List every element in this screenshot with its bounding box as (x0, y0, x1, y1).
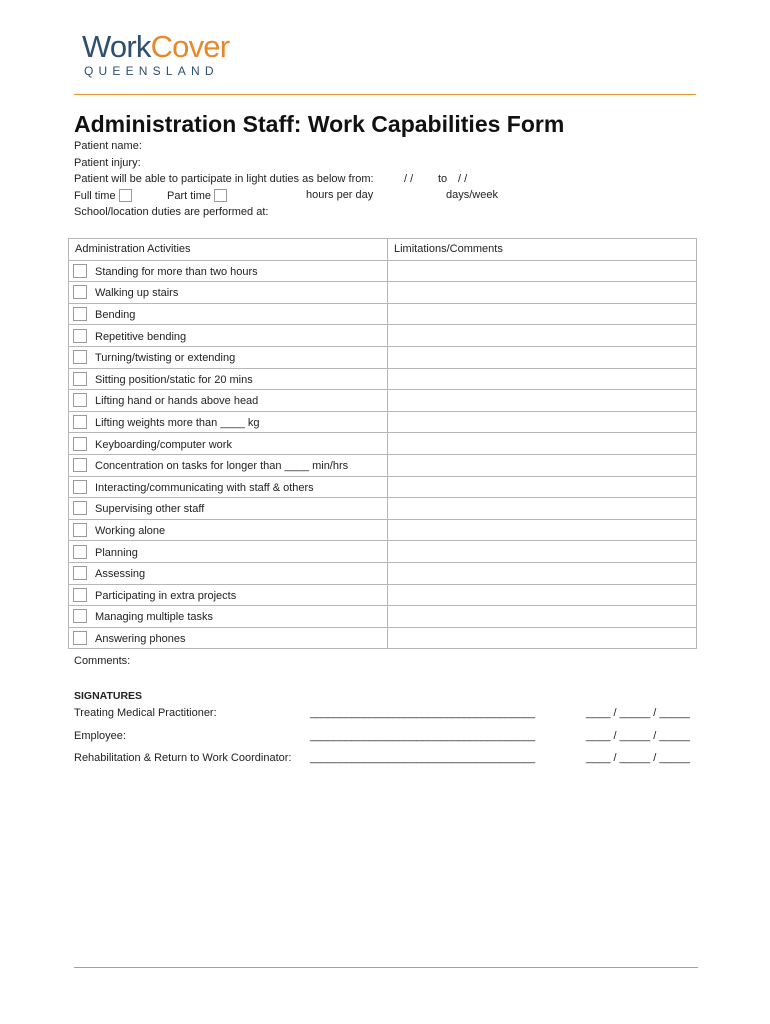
activity-cell (69, 433, 388, 455)
activity-label: Lifting hand or hands above head (95, 395, 259, 408)
activity-cell (69, 519, 388, 541)
table-row (69, 584, 697, 606)
activity-label: Sitting position/static for 20 mins (95, 373, 253, 386)
activity-label: Participating in extra projects (95, 589, 237, 602)
comments-label: Comments: (74, 655, 131, 667)
activity-cell (69, 303, 388, 325)
limitations-cell[interactable] (388, 260, 697, 282)
activity-cell (69, 411, 388, 433)
table-row (69, 368, 697, 390)
to-label: to (438, 173, 448, 185)
activity-checkbox[interactable] (73, 393, 87, 407)
activity-label: Turning/twisting or extending (95, 352, 236, 365)
table-row (69, 519, 697, 541)
logo-subtitle: QUEENSLAND (84, 64, 219, 78)
table-row (69, 303, 697, 325)
limitations-cell[interactable] (388, 476, 697, 498)
limitations-cell[interactable] (388, 411, 697, 433)
limitations-cell[interactable] (388, 627, 697, 649)
activity-checkbox[interactable] (73, 285, 87, 299)
header-divider (74, 94, 696, 95)
activity-checkbox[interactable] (73, 609, 87, 623)
table-row (69, 562, 697, 584)
activity-checkbox[interactable] (73, 350, 87, 364)
activity-cell (69, 498, 388, 520)
activity-label: Repetitive bending (95, 330, 187, 343)
patient-injury-label: Patient injury: (74, 157, 141, 169)
logo-word-part2: Cover (150, 29, 230, 64)
date-from[interactable]: / / (404, 173, 414, 185)
table-row (69, 541, 697, 563)
logo-wordmark (82, 30, 229, 64)
activity-checkbox[interactable] (73, 415, 87, 429)
activity-label: Planning (95, 546, 138, 559)
signatures-heading: SIGNATURES (74, 690, 143, 702)
limitations-cell[interactable] (388, 282, 697, 304)
table-row (69, 325, 697, 347)
activity-cell (69, 368, 388, 390)
date-to[interactable]: / / (458, 173, 468, 185)
activity-checkbox[interactable] (73, 307, 87, 321)
footer-divider (74, 967, 698, 968)
page-title: Administration Staff: Work Capabilities Form (74, 111, 565, 137)
full-time-label: Full time (74, 190, 116, 202)
activity-label: Walking up stairs (95, 287, 179, 300)
activity-cell (69, 541, 388, 563)
activity-checkbox[interactable] (73, 329, 87, 343)
part-time-checkbox[interactable] (214, 189, 227, 202)
table-row (69, 606, 697, 628)
limitations-cell[interactable] (388, 325, 697, 347)
activity-label: Supervising other staff (95, 503, 205, 516)
table-row (69, 476, 697, 498)
limitations-cell[interactable] (388, 303, 697, 325)
sig-coordinator-label: Rehabilitation & Return to Work Coordinator: (74, 752, 292, 764)
light-duties-label: Patient will be able to participate in light duties as below from: (74, 173, 374, 185)
limitations-cell[interactable] (388, 368, 697, 390)
activity-cell (69, 325, 388, 347)
activity-checkbox[interactable] (73, 566, 87, 580)
activity-checkbox[interactable] (73, 545, 87, 559)
activity-checkbox[interactable] (73, 523, 87, 537)
part-time-label: Part time (167, 190, 212, 202)
activity-label: Interacting/communicating with staff & others (95, 481, 314, 494)
sig-coordinator-date[interactable]: ____ / _____ / _____ (586, 752, 690, 764)
limitations-cell[interactable] (388, 562, 697, 584)
limitations-cell[interactable] (388, 541, 697, 563)
sig-employee-label: Employee: (74, 730, 126, 742)
table-header-row (69, 239, 697, 261)
part-time-option (167, 189, 227, 202)
sig-coordinator-line[interactable]: ______________________________________ (310, 752, 535, 764)
logo-word-part1: Work (82, 29, 151, 64)
activity-label: Keyboarding/computer work (95, 438, 232, 451)
activities-table-body (69, 239, 697, 649)
activity-cell (69, 606, 388, 628)
activity-label: Working alone (95, 525, 166, 538)
full-time-checkbox[interactable] (119, 189, 132, 202)
table-row (69, 346, 697, 368)
activity-checkbox[interactable] (73, 501, 87, 515)
activity-checkbox[interactable] (73, 437, 87, 451)
activity-cell (69, 282, 388, 304)
table-row (69, 260, 697, 282)
table-row (69, 454, 697, 476)
activity-label: Assessing (95, 568, 146, 581)
activity-cell (69, 260, 388, 282)
hours-per-day-label: hours per day (306, 189, 374, 201)
col-activities-header: Administration Activities (69, 239, 388, 261)
activity-checkbox[interactable] (73, 372, 87, 386)
activity-checkbox[interactable] (73, 264, 87, 278)
workcover-logo (82, 30, 229, 78)
sig-practitioner-line[interactable]: ______________________________________ (310, 707, 535, 719)
activity-cell (69, 390, 388, 412)
col-limitations-header: Limitations/Comments (388, 239, 697, 261)
sig-practitioner-label: Treating Medical Practitioner: (74, 707, 217, 719)
activity-label: Bending (95, 309, 136, 322)
table-row (69, 433, 697, 455)
sig-employee-date[interactable]: ____ / _____ / _____ (586, 730, 690, 742)
limitations-cell[interactable] (388, 498, 697, 520)
activity-label: Standing for more than two hours (95, 265, 258, 278)
table-row (69, 411, 697, 433)
activity-cell (69, 584, 388, 606)
activity-label: Lifting weights more than ____ kg (95, 417, 260, 430)
full-time-option (74, 189, 132, 202)
activity-cell (69, 627, 388, 649)
activity-cell (69, 562, 388, 584)
limitations-cell[interactable] (388, 390, 697, 412)
activity-cell (69, 454, 388, 476)
limitations-cell[interactable] (388, 433, 697, 455)
activity-checkbox[interactable] (73, 631, 87, 645)
activity-checkbox[interactable] (73, 588, 87, 602)
days-per-week-label: days/week (446, 189, 498, 201)
activity-cell (69, 476, 388, 498)
activity-label: Answering phones (95, 632, 186, 645)
activity-label: Managing multiple tasks (95, 611, 214, 624)
sig-employee-line[interactable]: ______________________________________ (310, 730, 535, 742)
sig-practitioner-date[interactable]: ____ / _____ / _____ (586, 707, 690, 719)
activity-cell (69, 346, 388, 368)
limitations-cell[interactable] (388, 346, 697, 368)
activities-table (68, 238, 697, 649)
activity-checkbox[interactable] (73, 480, 87, 494)
patient-name-label: Patient name: (74, 140, 142, 152)
location-label: School/location duties are performed at: (74, 206, 269, 218)
limitations-cell[interactable] (388, 606, 697, 628)
limitations-cell[interactable] (388, 519, 697, 541)
activity-checkbox[interactable] (73, 458, 87, 472)
limitations-cell[interactable] (388, 454, 697, 476)
table-row (69, 627, 697, 649)
table-row (69, 390, 697, 412)
limitations-cell[interactable] (388, 584, 697, 606)
activity-label: Concentration on tasks for longer than ____ min/hrs (95, 460, 349, 473)
table-row (69, 498, 697, 520)
table-row (69, 282, 697, 304)
